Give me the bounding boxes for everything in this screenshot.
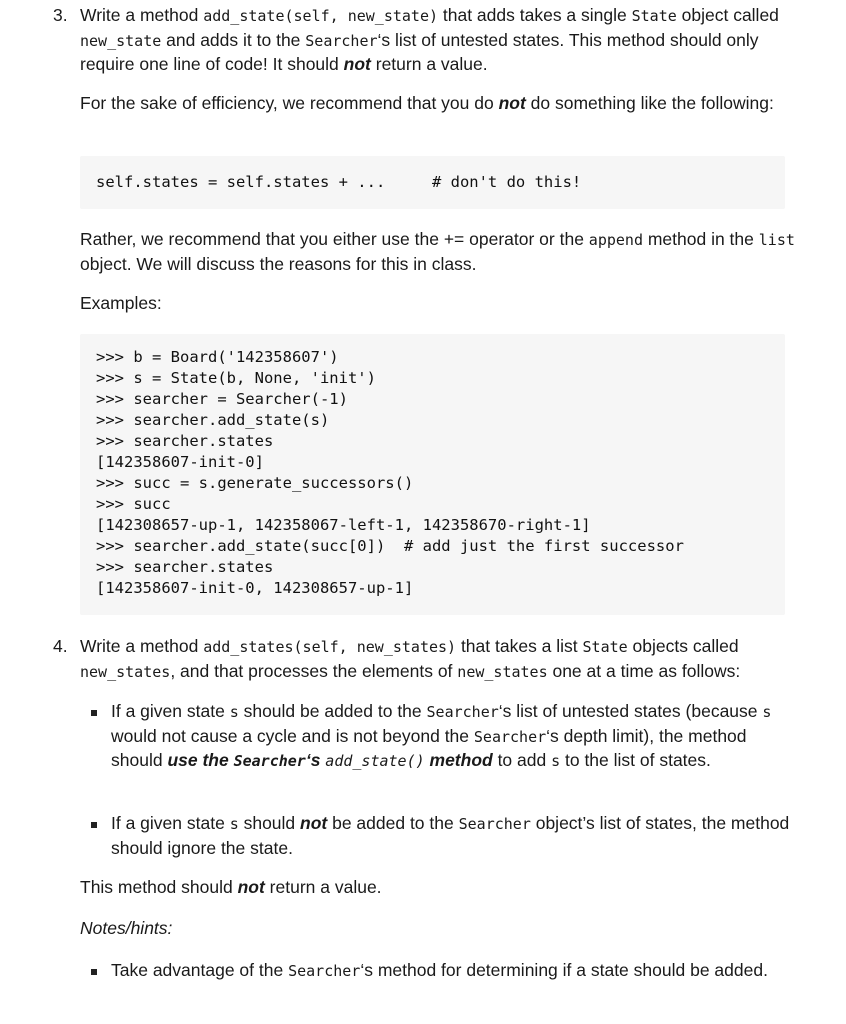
text: Write a method <box>80 5 204 25</box>
item-4-number: 4. <box>53 636 68 656</box>
text: should be added to the <box>238 701 427 721</box>
emphasis: not <box>237 877 265 897</box>
text: ‘s list of untested states. This method should only require one line of code! It should <box>80 29 759 74</box>
text: For the sake of efficiency, we recommend that you do <box>80 93 499 113</box>
inline-code: new_state <box>80 31 162 50</box>
inline-code: new_states <box>80 662 171 681</box>
text: return a value. <box>370 54 488 74</box>
text: object’s list of states, the method should ignore the state. <box>111 813 790 858</box>
text: should <box>238 813 301 833</box>
inline-code: Searcher <box>288 962 361 980</box>
inline-code: Searcher <box>473 727 547 746</box>
emphasis: not <box>343 54 371 74</box>
inline-code: State <box>582 638 628 656</box>
text: Take advantage of the <box>111 960 289 980</box>
examples-label: Examples: <box>80 293 162 313</box>
inline-code: Searcher <box>426 703 499 721</box>
inline-code: add_state() <box>325 752 425 770</box>
text: ‘s list of untested states (because <box>498 701 763 721</box>
emphasis: not <box>300 813 328 833</box>
bullet-ignore-state <box>111 812 791 860</box>
code-block-examples <box>80 334 785 615</box>
emphasis: use the <box>167 750 234 770</box>
text: operator or the <box>464 229 589 249</box>
inline-code: add_states(self, new_states) <box>203 638 457 656</box>
efficiency-paragraph <box>80 92 800 116</box>
return-value-paragraph <box>80 876 800 900</box>
text: do something like the following: <box>525 93 774 113</box>
inline-code: s <box>229 703 239 721</box>
text: object called <box>676 5 779 25</box>
inline-code: Searcher <box>458 815 531 833</box>
operator-text: += <box>443 229 465 249</box>
text: ‘s depth limit), the method should <box>111 725 747 770</box>
inline-code: s <box>229 815 239 833</box>
text: If a given state <box>111 813 230 833</box>
bullet-add-state <box>111 700 791 774</box>
code-block-dont <box>80 156 785 209</box>
item-3-paragraph <box>53 4 800 77</box>
inline-code: Searcher <box>305 31 378 50</box>
inline-code: s <box>762 703 772 721</box>
text: one at a time as follows: <box>547 660 741 681</box>
inline-code: add_state(self, new_state) <box>203 7 439 25</box>
emphasis: method <box>424 750 493 770</box>
text: ‘s method for determining if a state should be added. <box>360 960 768 980</box>
item-3-number: 3. <box>53 5 68 25</box>
recommend-paragraph <box>80 228 800 276</box>
item-4-paragraph <box>53 635 800 684</box>
emphasis: not <box>498 93 526 113</box>
notes-hints-label <box>80 917 800 941</box>
text: return a value. <box>264 877 382 897</box>
inline-code: append <box>588 231 643 249</box>
text: and adds it to the <box>161 29 306 50</box>
text: Write a method <box>80 636 204 656</box>
text: be added to the <box>327 813 459 833</box>
text: , and that processes the elements of <box>170 660 458 681</box>
code-text: >>> b = Board('142358607') >>> s = State(b, None, 'init') >>> searcher = Searcher(-1) >>> searcher.add_state(s) >>> searcher.states [142358607-init-0] >>> succ = s.generate_successors() >>> succ [142308657-up-1, 142358067-left-1, 142358670-right-1] >>> searcher.add_state(succ[0]) # add just the first successor >>> searcher.states [142358607-init-0, 142308657-up-1] <box>96 348 684 597</box>
inline-code: State <box>631 7 677 25</box>
text: This method should <box>80 877 238 897</box>
text: that takes a list <box>456 636 583 656</box>
text: method in the <box>642 229 759 249</box>
inline-code: new_states <box>457 662 548 681</box>
text: would not cause a cycle and is not beyond the <box>111 725 474 746</box>
text: objects called <box>627 636 739 656</box>
bullet-hint <box>111 959 791 984</box>
text: Rather, we recommend that you either use the <box>80 229 444 249</box>
inline-code: s <box>551 752 561 770</box>
text: If a given state <box>111 701 230 721</box>
code-text: self.states = self.states + ... # don't do this! <box>96 173 582 191</box>
inline-code: Searcher <box>233 752 306 770</box>
text: object. We will discuss the reasons for this in class. <box>80 253 477 274</box>
emphasis: ‘s <box>305 750 326 770</box>
text: to add <box>492 750 552 770</box>
inline-code: list <box>758 231 795 249</box>
notes-label-text: Notes/hints: <box>80 918 173 938</box>
text: that adds takes a single <box>438 5 632 25</box>
text: to the list of states. <box>560 750 711 770</box>
